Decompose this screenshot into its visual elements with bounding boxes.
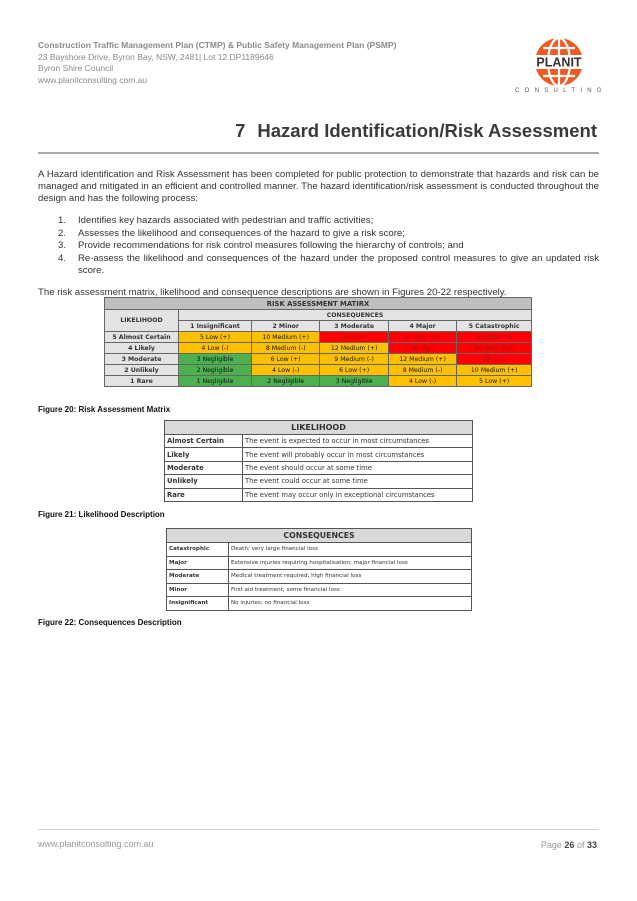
column-header: 2 Minor (251, 321, 319, 332)
heading-rule (38, 152, 599, 154)
matrix-cell: 3 Negligible (179, 354, 252, 365)
column-header: 4 Major (388, 321, 456, 332)
matrix-cell: 20 Very High (388, 332, 456, 343)
list-item: 3. Provide recommendations for risk control measures following the hierarchy of controls; and (58, 240, 464, 252)
matrix-cell: 12 Medium (+) (388, 354, 456, 365)
table-row: Insignificant No injuries; no financial loss (167, 597, 472, 611)
figure-20-caption: Figure 20: Risk Assessment Matrix (38, 405, 171, 414)
section-heading (235, 120, 597, 142)
table-row: Moderate The event should occur at some time (165, 461, 473, 474)
table-row (105, 332, 532, 343)
logo-wordmark: PLANIT (536, 55, 582, 70)
header-address: 23 Bayshore Drive, Byron Bay, NSW, 2481| Lot 12 DP1189646 (38, 51, 274, 62)
list-item: 1. Identifies key hazards associated with pedestrian and traffic activities; (58, 215, 374, 226)
table-row: Likely The event will probably occur in most circumstances (165, 448, 473, 461)
matrix-cell: 20 Very High (457, 343, 532, 354)
table-row: Moderate Medical treatment required; high financial loss (167, 570, 472, 584)
consequences-header: CONSEQUENCES (179, 310, 532, 321)
table-row: Catastrophic Death; very large financial loss (167, 543, 472, 557)
logo-subtitle: CONSULTING (515, 88, 607, 94)
matrix-cell: 5 Low (+) (457, 376, 532, 387)
header-council: Byron Shire Council (38, 63, 114, 73)
matrix-cell: 1 Negligible (179, 376, 252, 387)
figure-21-caption: Figure 21: Likelihood Description (38, 510, 165, 519)
matrix-cell: 15 High (457, 354, 532, 365)
matrix-cell: 15 High (320, 332, 388, 343)
column-header: 3 Moderate (320, 321, 388, 332)
logo-globe-icon (521, 36, 597, 92)
table-row (105, 354, 532, 365)
matrix-cell: 12 Medium (+) (320, 343, 388, 354)
row-header: 5 Almost Certain (105, 332, 179, 343)
matrix-title: RISK ASSESSMENT MATIRX (105, 298, 532, 310)
section-title: Hazard Identification/Risk Assessment (257, 120, 597, 141)
list-item: 4. Re-assess the likelihood and consequences of the hazard under the proposed control measures to give an updated risk score. (58, 253, 599, 277)
risk-assessment-matrix (104, 297, 532, 387)
figures-reference-paragraph: The risk assessment matrix, likelihood and consequence descriptions are shown in Figures 20-22 respectively. (38, 287, 507, 298)
table-row: Minor First aid treatment; some financial loss (167, 583, 472, 597)
column-header: 1 Insignificant (179, 321, 252, 332)
table-row: Rare The event may occur only in exceptional circumstances (165, 488, 473, 501)
matrix-cell: 4 Low (-) (251, 365, 319, 376)
table-row (105, 343, 532, 354)
section-number: 7 (235, 120, 246, 141)
row-header: 2 Unlikely (105, 365, 179, 376)
matrix-cell: 4 Low (-) (179, 343, 252, 354)
process-steps (38, 215, 599, 278)
matrix-cell: 5 Low (+) (179, 332, 252, 343)
column-header: 5 Catastrophic (457, 321, 532, 332)
row-header: 3 Moderate (105, 354, 179, 365)
matrix-cell: 8 Medium (-) (388, 365, 456, 376)
matrix-cell: 2 Negligible (251, 376, 319, 387)
matrix-cell: 10 Medium (+) (251, 332, 319, 343)
figure-22-caption: Figure 22: Consequences Description (38, 618, 182, 627)
matrix-cell: 3 Negligible (320, 376, 388, 387)
matrix-cell: 10 Medium (+) (457, 365, 532, 376)
consequences-title: CONSEQUENCES (167, 529, 472, 543)
matrix-cell: 6 Low (+) (320, 365, 388, 376)
likelihood-table (164, 420, 473, 502)
matrix-cell: 6 Low (+) (251, 354, 319, 365)
likelihood-header: LIKELIHOOD (105, 310, 179, 332)
header-website[interactable]: www.planitconsulting.com.au (38, 74, 148, 85)
matrix-cell: 4 Low (-) (388, 376, 456, 387)
document-header (38, 40, 396, 86)
consequences-table (166, 528, 472, 611)
footer-website[interactable]: www.planitconsulting.com.au (38, 839, 154, 849)
matrix-cell: 9 Medium (-) (320, 354, 388, 365)
planit-logo (515, 36, 607, 98)
footer-rule (38, 829, 599, 830)
list-item: 2. Assesses the likelihood and consequences of the hazard to give a risk score; (58, 227, 405, 239)
table-row: Almost Certain The event is expected to occur in most circumstances (165, 435, 473, 448)
matrix-cell: 16 High (388, 343, 456, 354)
row-header: 1 Rare (105, 376, 179, 387)
matrix-cell: 2 Negligible (179, 365, 252, 376)
intro-paragraph: A Hazard identification and Risk Assessment has been completed for public protection to demonstrate that hazards and risk can be managed and mitigated in an efficient and controlled manner. The hazard identification/risk assessment is conducted throughout the design and has the following process: (38, 169, 599, 205)
table-row (105, 376, 532, 387)
matrix-cell: 8 Medium (-) (251, 343, 319, 354)
likelihood-title: LIKELIHOOD (165, 421, 473, 435)
row-header: 4 Likely (105, 343, 179, 354)
matrix-cell: 25 Extreme (457, 332, 532, 343)
table-row: Unlikely The event could occur at some time (165, 475, 473, 488)
page-number: Page 26 of 33 (540, 840, 597, 850)
table-row (105, 365, 532, 376)
header-title: Construction Traffic Management Plan (CTMP) & Public Safety Management Plan (PSMP) (38, 40, 397, 50)
table-row: Major Extensive injuries requiring hospitalisation; major financial loss (167, 556, 472, 570)
